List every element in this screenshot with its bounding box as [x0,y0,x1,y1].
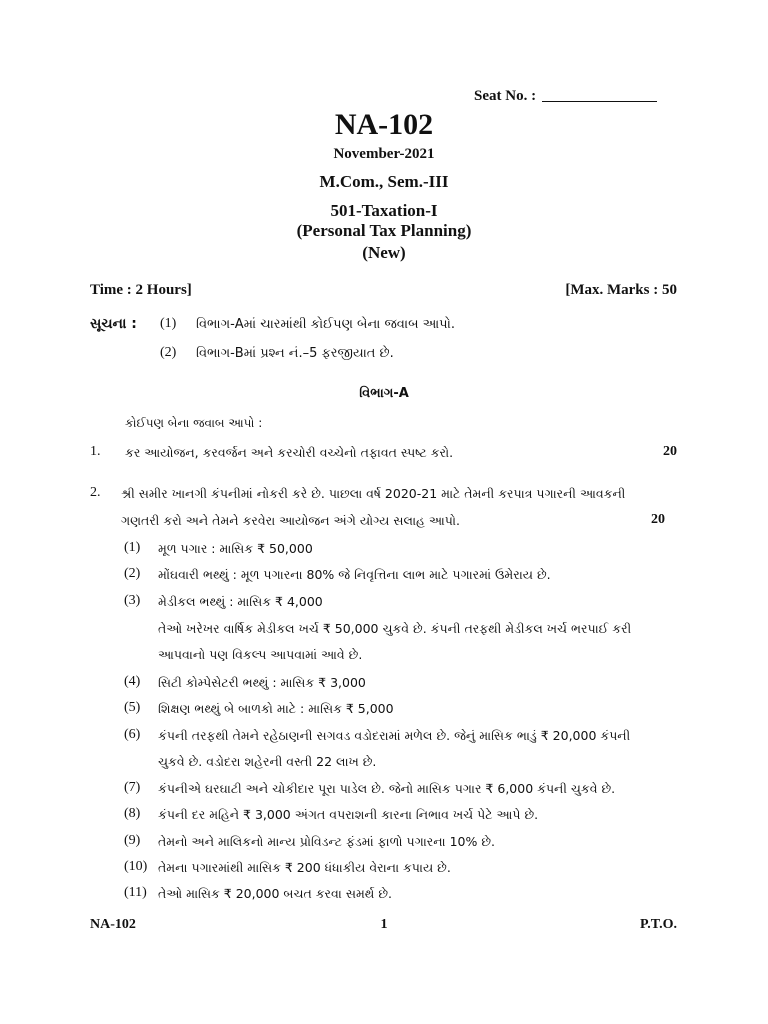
instruction-number: (1) [160,316,177,331]
paper-code: NA-102 [334,108,434,141]
list-item-continuation: ચુકવે છે. વડોદરા શહેરની વસ્તી 22 લાખ છે. [158,754,377,769]
list-item-number: (7) [124,780,141,795]
list-item: કંપનીએ ઘરઘાટી અને ચોકીદાર પૂરા પાડેલ છે. જેનો માસિક પગાર ₹ 6,000 કંપની ચુકવે છે. [158,781,616,796]
course-name: M.Com., Sem.-III [319,172,449,191]
subject-title: 501-Taxation-I [330,201,438,220]
list-item-number: (3) [124,593,141,608]
section-a-instruction: કોઈપણ બેના જવાબ આપો : [125,416,263,430]
question-1-number: 1. [90,444,101,459]
instruction-text: વિભાગ-Aમાં ચારમાંથી કોઈપણ બેના જવાબ આપો. [196,317,456,332]
exam-time: Time : 2 Hours] [90,282,192,298]
list-item-number: (11) [124,885,147,900]
list-item-number: (10) [124,859,148,874]
seat-number-field [474,88,657,105]
question-1-marks: 20 [663,444,677,459]
question-2-text-line2: ગણતરી કરો અને તેમને કરવેરા આયોજન અંગે યોગ્ય સલાહ આપો. [121,513,460,528]
list-item-number: (5) [124,700,141,715]
question-2-text-line1: શ્રી સમીર ખાનગી કંપનીમાં નોકરી કરે છે. પાછલા વર્ષ 2020-21 માટે તેમની કરપાત્ર પગારની આવકની [121,486,626,501]
scheme-label: (New) [362,243,406,262]
list-item-continuation: તેઓ ખરેખર વાર્ષિક મેડીકલ ખર્ચ ₹ 50,000 ચુકવે છે. કંપની તરફથી મેડીકલ ખર્ચ ભરપાઈ કરી [158,621,632,636]
list-item: કંપની તરફથી તેમને રહેઠાણની સગવડ વડોદરામાં મળેલ છે. જેનું માસિક ભાડું ₹ 20,000 કંપની [158,728,631,743]
section-a-heading: વિભાગ-A [359,386,409,401]
instruction-text: વિભાગ-Bમાં પ્રશ્ન નં.–5 ફરજીયાત છે. [196,346,394,361]
list-item: તેમના પગારમાંથી માસિક ₹ 200 ધંધાકીય વેરાના કપાય છે. [158,860,451,875]
list-item-number: (9) [124,833,141,848]
list-item-number: (2) [124,566,141,581]
instruction-number: (2) [160,345,177,360]
exam-date: November-2021 [333,146,435,162]
instructions-label: સૂચના : [90,316,137,332]
max-marks: [Max. Marks : 50 [565,282,677,298]
list-item: શિક્ષણ ભથ્થું બે બાળકો માટે : માસિક ₹ 5,000 [158,701,394,716]
seat-label: Seat No. : [474,88,537,104]
subject-subtitle: (Personal Tax Planning) [296,221,472,240]
list-item-continuation: આપવાનો પણ વિકલ્પ આપવામાં આવે છે. [158,647,363,662]
list-item: મૂળ પગાર : માસિક ₹ 50,000 [158,541,313,556]
list-item: કંપની દર મહિને ₹ 3,000 અંગત વપરાશની કારના નિભાવ ખર્ચ પેટે આપે છે. [158,807,539,822]
list-item: મોંઘવારી ભથ્થું : મૂળ પગારના 80% જે નિવૃત્તિના લાભ માટે પગારમાં ઉમેરાય છે. [158,567,551,582]
list-item-number: (6) [124,727,141,742]
list-item-number: (1) [124,540,141,555]
list-item-number: (4) [124,674,141,689]
list-item-number: (8) [124,806,141,821]
seat-blank-line [542,101,657,102]
list-item: તેમનો અને માલિકનો માન્ય પ્રોવિડન્ટ ફંડમાં ફાળો પગારના 10% છે. [158,834,495,849]
question-2-number: 2. [90,485,101,500]
question-1-text: કર આયોજન, કરવર્જન અને કરચોરી વચ્ચેનો તફાવત સ્પષ્ટ કરો. [125,445,454,460]
page-number: 1 [380,917,388,932]
footer-pto: P.T.O. [640,917,677,932]
list-item: મેડીકલ ભથ્થું : માસિક ₹ 4,000 [158,594,323,609]
list-item: સિટી કોમ્પેસેટરી ભથ્થું : માસિક ₹ 3,000 [158,675,366,690]
list-item: તેઓ માસિક ₹ 20,000 બચત કરવા સમર્થ છે. [158,886,392,901]
footer-paper-code: NA-102 [90,917,136,932]
question-2-marks: 20 [651,512,665,527]
